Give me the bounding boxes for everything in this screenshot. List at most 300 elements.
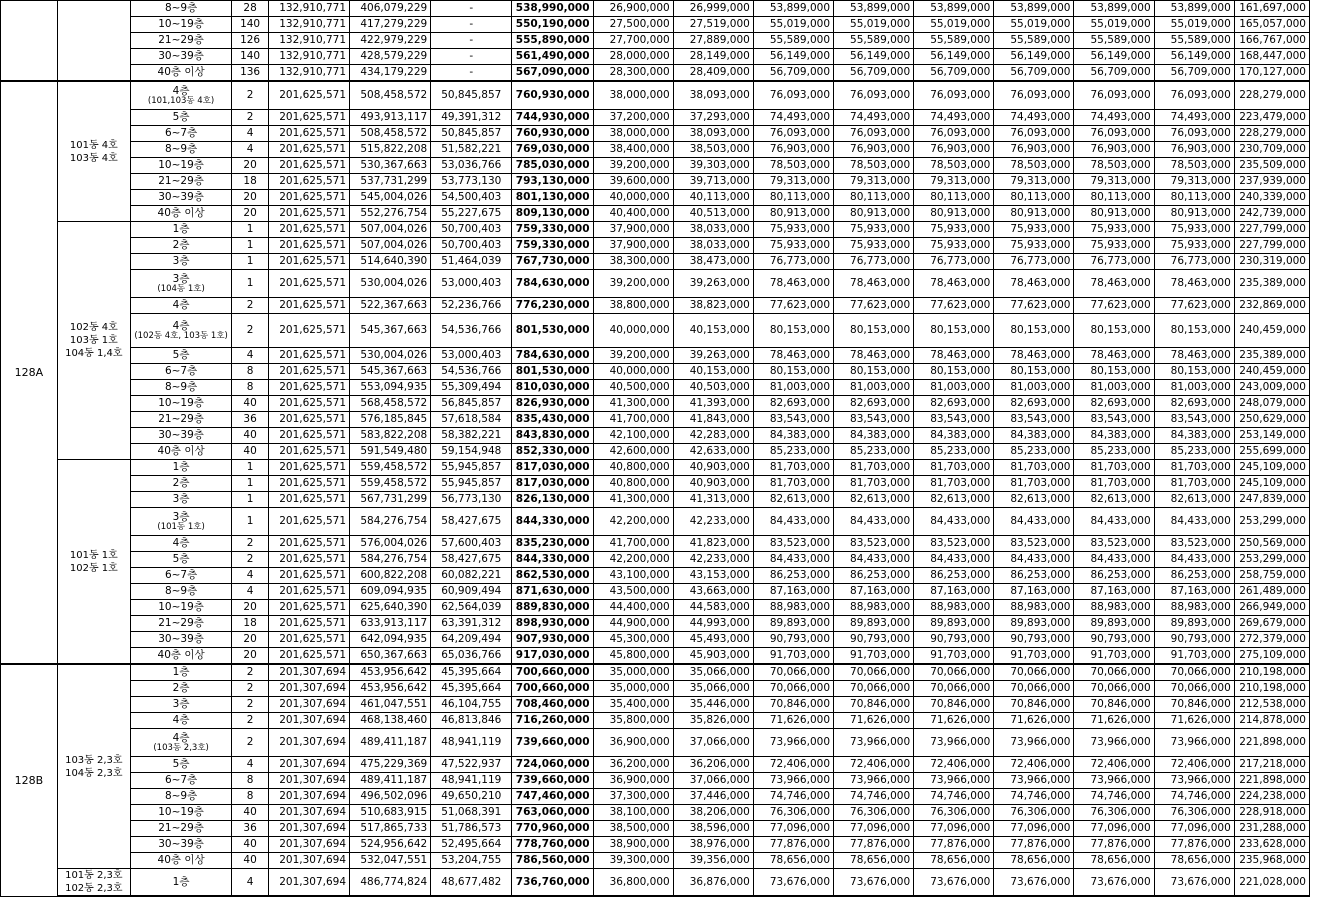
- floor-note: (103동 2,3호): [153, 743, 209, 753]
- interim-1-cell: 73,966,000: [753, 773, 833, 789]
- interim-6-cell: 56,149,000: [1154, 49, 1234, 65]
- building-price-cell: 625,640,390: [350, 600, 431, 616]
- deposit-1-cell: 36,800,000: [593, 869, 673, 897]
- balance-cell: 266,949,000: [1234, 600, 1309, 616]
- floor-cell: [130, 632, 231, 648]
- balance-cell: 223,479,000: [1234, 110, 1309, 126]
- interim-1-cell: 76,903,000: [753, 142, 833, 158]
- floor-cell: [130, 460, 231, 476]
- interim-2-cell: 84,383,000: [834, 428, 914, 444]
- floor-label: 21~29층: [158, 175, 204, 187]
- deposit-2-cell: 38,596,000: [673, 821, 753, 837]
- building-price-cell: 545,367,663: [350, 364, 431, 380]
- table-row: [1, 552, 1310, 568]
- total-price-cell: 786,560,000: [512, 853, 593, 869]
- table-row: [1, 648, 1310, 665]
- interim-3-cell: 77,876,000: [914, 837, 994, 853]
- land-price-cell: 201,307,694: [268, 789, 349, 805]
- interim-5-cell: 75,933,000: [1074, 222, 1154, 238]
- interim-3-cell: 88,983,000: [914, 600, 994, 616]
- building-price-cell: 567,731,299: [350, 492, 431, 508]
- deposit-2-cell: 40,153,000: [673, 314, 753, 348]
- deposit-1-cell: 41,300,000: [593, 396, 673, 412]
- vat-cell: 51,582,221: [431, 142, 512, 158]
- interim-5-cell: 76,903,000: [1074, 142, 1154, 158]
- interim-1-cell: 73,676,000: [753, 869, 833, 897]
- balance-cell: 228,918,000: [1234, 805, 1309, 821]
- interim-2-cell: 76,093,000: [834, 81, 914, 110]
- total-price-cell: 844,330,000: [512, 508, 593, 536]
- deposit-2-cell: 35,066,000: [673, 664, 753, 681]
- deposit-1-cell: 38,900,000: [593, 837, 673, 853]
- floor-label: 30~39층: [158, 838, 204, 850]
- building-price-cell: 552,276,754: [350, 206, 431, 222]
- building-price-cell: 406,079,229: [350, 1, 431, 17]
- units-cell: 140: [232, 49, 269, 65]
- interim-1-cell: 70,066,000: [753, 664, 833, 681]
- vat-cell: 48,941,119: [431, 773, 512, 789]
- floor-cell: [130, 412, 231, 428]
- table-row: [1, 600, 1310, 616]
- balance-cell: 247,839,000: [1234, 492, 1309, 508]
- interim-1-cell: 71,626,000: [753, 713, 833, 729]
- interim-5-cell: 82,693,000: [1074, 396, 1154, 412]
- interim-6-cell: 84,433,000: [1154, 552, 1234, 568]
- interim-6-cell: 70,066,000: [1154, 664, 1234, 681]
- dong-cell: [57, 664, 130, 869]
- interim-6-cell: 77,096,000: [1154, 821, 1234, 837]
- vat-cell: 65,036,766: [431, 648, 512, 665]
- deposit-2-cell: 41,393,000: [673, 396, 753, 412]
- interim-4-cell: 70,066,000: [994, 681, 1074, 697]
- table-row: [1, 380, 1310, 396]
- table-row: [1, 126, 1310, 142]
- total-price-cell: 784,630,000: [512, 348, 593, 364]
- deposit-2-cell: 36,876,000: [673, 869, 753, 897]
- interim-4-cell: 55,589,000: [994, 33, 1074, 49]
- interim-6-cell: 75,933,000: [1154, 238, 1234, 254]
- interim-2-cell: 76,903,000: [834, 142, 914, 158]
- balance-cell: 228,279,000: [1234, 81, 1309, 110]
- building-price-cell: 532,047,551: [350, 853, 431, 869]
- interim-3-cell: 77,623,000: [914, 298, 994, 314]
- dong-label: 104동 1,4호: [65, 348, 123, 359]
- floor-label: 6~7층: [164, 569, 198, 581]
- interim-4-cell: 70,846,000: [994, 697, 1074, 713]
- total-price-cell: 767,730,000: [512, 254, 593, 270]
- interim-3-cell: 75,933,000: [914, 238, 994, 254]
- interim-3-cell: 81,003,000: [914, 380, 994, 396]
- interim-3-cell: 80,153,000: [914, 314, 994, 348]
- interim-3-cell: 82,693,000: [914, 396, 994, 412]
- vat-cell: 50,845,857: [431, 126, 512, 142]
- interim-4-cell: 73,966,000: [994, 773, 1074, 789]
- building-price-cell: 508,458,572: [350, 81, 431, 110]
- deposit-1-cell: 39,200,000: [593, 270, 673, 298]
- interim-2-cell: 78,503,000: [834, 158, 914, 174]
- vat-cell: -: [431, 17, 512, 33]
- floor-cell: [130, 314, 231, 348]
- total-price-cell: 898,930,000: [512, 616, 593, 632]
- floor-cell: [130, 805, 231, 821]
- floor-cell: [130, 254, 231, 270]
- table-row: [1, 364, 1310, 380]
- type-label: 128A: [14, 366, 44, 379]
- floor-cell: [130, 238, 231, 254]
- interim-6-cell: 91,703,000: [1154, 648, 1234, 665]
- total-price-cell: 917,030,000: [512, 648, 593, 665]
- deposit-1-cell: 27,700,000: [593, 33, 673, 49]
- interim-3-cell: 76,773,000: [914, 254, 994, 270]
- floor-label: 3층: [172, 255, 190, 267]
- land-price-cell: 201,625,571: [268, 110, 349, 126]
- balance-cell: 240,459,000: [1234, 364, 1309, 380]
- interim-3-cell: 78,463,000: [914, 348, 994, 364]
- interim-1-cell: 83,543,000: [753, 412, 833, 428]
- deposit-1-cell: 38,300,000: [593, 254, 673, 270]
- floor-label: 21~29층: [158, 413, 204, 425]
- land-price-cell: 201,625,571: [268, 492, 349, 508]
- deposit-2-cell: 40,903,000: [673, 460, 753, 476]
- units-cell: 2: [232, 298, 269, 314]
- units-cell: 20: [232, 190, 269, 206]
- interim-2-cell: 90,793,000: [834, 632, 914, 648]
- vat-cell: 55,945,857: [431, 476, 512, 492]
- interim-5-cell: 79,313,000: [1074, 174, 1154, 190]
- total-price-cell: 550,190,000: [512, 17, 593, 33]
- interim-5-cell: 73,676,000: [1074, 869, 1154, 897]
- vat-cell: 63,391,312: [431, 616, 512, 632]
- interim-4-cell: 76,773,000: [994, 254, 1074, 270]
- land-price-cell: 201,625,571: [268, 616, 349, 632]
- units-cell: 4: [232, 568, 269, 584]
- interim-3-cell: 70,066,000: [914, 681, 994, 697]
- interim-3-cell: 84,383,000: [914, 428, 994, 444]
- interim-6-cell: 80,153,000: [1154, 314, 1234, 348]
- vat-cell: 47,522,937: [431, 757, 512, 773]
- floor-cell: [130, 681, 231, 697]
- deposit-1-cell: 37,200,000: [593, 110, 673, 126]
- balance-cell: 228,279,000: [1234, 126, 1309, 142]
- interim-2-cell: 88,983,000: [834, 600, 914, 616]
- balance-cell: 168,447,000: [1234, 49, 1309, 65]
- building-price-cell: 559,458,572: [350, 460, 431, 476]
- interim-3-cell: 73,676,000: [914, 869, 994, 897]
- vat-cell: 49,650,210: [431, 789, 512, 805]
- interim-6-cell: 73,676,000: [1154, 869, 1234, 897]
- balance-cell: 237,939,000: [1234, 174, 1309, 190]
- building-price-cell: 537,731,299: [350, 174, 431, 190]
- deposit-1-cell: 40,000,000: [593, 190, 673, 206]
- table-row: [1, 158, 1310, 174]
- floor-cell: [130, 584, 231, 600]
- floor-cell: [130, 380, 231, 396]
- interim-2-cell: 78,463,000: [834, 270, 914, 298]
- land-price-cell: 201,625,571: [268, 298, 349, 314]
- interim-4-cell: 78,463,000: [994, 348, 1074, 364]
- interim-4-cell: 82,613,000: [994, 492, 1074, 508]
- interim-3-cell: 76,093,000: [914, 81, 994, 110]
- interim-5-cell: 56,149,000: [1074, 49, 1154, 65]
- floor-cell: [130, 697, 231, 713]
- floor-cell: [130, 270, 231, 298]
- deposit-2-cell: 45,493,000: [673, 632, 753, 648]
- total-price-cell: 555,890,000: [512, 33, 593, 49]
- deposit-2-cell: 45,903,000: [673, 648, 753, 665]
- units-cell: 20: [232, 632, 269, 648]
- interim-6-cell: 70,066,000: [1154, 681, 1234, 697]
- total-price-cell: 785,030,000: [512, 158, 593, 174]
- interim-4-cell: 80,913,000: [994, 206, 1074, 222]
- interim-6-cell: 76,093,000: [1154, 81, 1234, 110]
- units-cell: 40: [232, 396, 269, 412]
- interim-2-cell: 70,846,000: [834, 697, 914, 713]
- units-cell: 4: [232, 757, 269, 773]
- units-cell: 4: [232, 869, 269, 897]
- vat-cell: 53,000,403: [431, 270, 512, 298]
- interim-2-cell: 80,153,000: [834, 314, 914, 348]
- balance-cell: 235,968,000: [1234, 853, 1309, 869]
- interim-5-cell: 80,153,000: [1074, 364, 1154, 380]
- floor-label: 2층: [172, 682, 190, 694]
- land-price-cell: 201,625,571: [268, 364, 349, 380]
- land-price-cell: 201,307,694: [268, 773, 349, 789]
- interim-1-cell: 75,933,000: [753, 222, 833, 238]
- table-row: [1, 616, 1310, 632]
- vat-cell: 62,564,039: [431, 600, 512, 616]
- floor-cell: [130, 729, 231, 757]
- land-price-cell: 132,910,771: [268, 33, 349, 49]
- vat-cell: 55,945,857: [431, 460, 512, 476]
- interim-1-cell: 77,623,000: [753, 298, 833, 314]
- table-row: [1, 757, 1310, 773]
- floor-label: 30~39층: [158, 429, 204, 441]
- total-price-cell: 769,030,000: [512, 142, 593, 158]
- vat-cell: 54,500,403: [431, 190, 512, 206]
- vat-cell: -: [431, 49, 512, 65]
- interim-1-cell: 55,019,000: [753, 17, 833, 33]
- total-price-cell: 826,130,000: [512, 492, 593, 508]
- interim-4-cell: 78,656,000: [994, 853, 1074, 869]
- total-price-cell: 776,230,000: [512, 298, 593, 314]
- deposit-2-cell: 38,976,000: [673, 837, 753, 853]
- floor-cell: [130, 648, 231, 665]
- balance-cell: 269,679,000: [1234, 616, 1309, 632]
- floor-cell: [130, 206, 231, 222]
- dong-label: 101동 4호: [69, 139, 118, 151]
- type-cell: [1, 1, 58, 82]
- vat-cell: 50,700,403: [431, 238, 512, 254]
- deposit-1-cell: 38,100,000: [593, 805, 673, 821]
- table-row: [1, 222, 1310, 238]
- vat-cell: 56,773,130: [431, 492, 512, 508]
- interim-4-cell: 72,406,000: [994, 757, 1074, 773]
- vat-cell: 51,068,391: [431, 805, 512, 821]
- interim-1-cell: 80,153,000: [753, 364, 833, 380]
- interim-4-cell: 76,903,000: [994, 142, 1074, 158]
- table-row: [1, 428, 1310, 444]
- interim-4-cell: 80,153,000: [994, 314, 1074, 348]
- interim-5-cell: 81,003,000: [1074, 380, 1154, 396]
- units-cell: 126: [232, 33, 269, 49]
- interim-3-cell: 90,793,000: [914, 632, 994, 648]
- dong-label: 102동 2,3호: [65, 883, 123, 894]
- building-price-cell: 417,279,229: [350, 17, 431, 33]
- building-price-cell: 576,004,026: [350, 536, 431, 552]
- deposit-1-cell: 28,300,000: [593, 65, 673, 82]
- building-price-cell: 468,138,460: [350, 713, 431, 729]
- interim-4-cell: 86,253,000: [994, 568, 1074, 584]
- floor-cell: [130, 536, 231, 552]
- building-price-cell: 530,367,663: [350, 158, 431, 174]
- deposit-2-cell: 40,513,000: [673, 206, 753, 222]
- deposit-2-cell: 40,503,000: [673, 380, 753, 396]
- building-price-cell: 568,458,572: [350, 396, 431, 412]
- interim-2-cell: 83,523,000: [834, 536, 914, 552]
- deposit-1-cell: 44,900,000: [593, 616, 673, 632]
- floor-label: 4층: [172, 714, 190, 726]
- units-cell: 18: [232, 174, 269, 190]
- interim-1-cell: 78,656,000: [753, 853, 833, 869]
- floor-label: 3층: [172, 493, 190, 505]
- interim-2-cell: 76,306,000: [834, 805, 914, 821]
- deposit-2-cell: 37,066,000: [673, 729, 753, 757]
- units-cell: 1: [232, 460, 269, 476]
- building-price-cell: 545,367,663: [350, 314, 431, 348]
- balance-cell: 250,569,000: [1234, 536, 1309, 552]
- land-price-cell: 201,625,571: [268, 238, 349, 254]
- deposit-1-cell: 40,400,000: [593, 206, 673, 222]
- interim-1-cell: 86,253,000: [753, 568, 833, 584]
- interim-3-cell: 76,903,000: [914, 142, 994, 158]
- total-price-cell: 784,630,000: [512, 270, 593, 298]
- deposit-2-cell: 44,583,000: [673, 600, 753, 616]
- total-price-cell: 744,930,000: [512, 110, 593, 126]
- balance-cell: 240,339,000: [1234, 190, 1309, 206]
- interim-2-cell: 71,626,000: [834, 713, 914, 729]
- vat-cell: 55,227,675: [431, 206, 512, 222]
- floor-cell: [130, 396, 231, 412]
- total-price-cell: 760,930,000: [512, 81, 593, 110]
- interim-1-cell: 76,773,000: [753, 254, 833, 270]
- deposit-2-cell: 27,519,000: [673, 17, 753, 33]
- floor-label: 40층 이상: [157, 207, 205, 219]
- interim-4-cell: 91,703,000: [994, 648, 1074, 665]
- total-price-cell: 810,030,000: [512, 380, 593, 396]
- type-cell: [1, 81, 58, 664]
- building-price-cell: 584,276,754: [350, 508, 431, 536]
- total-price-cell: 724,060,000: [512, 757, 593, 773]
- total-price-cell: 700,660,000: [512, 664, 593, 681]
- interim-1-cell: 76,093,000: [753, 126, 833, 142]
- deposit-2-cell: 41,843,000: [673, 412, 753, 428]
- units-cell: 8: [232, 380, 269, 396]
- interim-4-cell: 81,703,000: [994, 476, 1074, 492]
- building-price-cell: 489,411,187: [350, 729, 431, 757]
- building-price-cell: 517,865,733: [350, 821, 431, 837]
- interim-4-cell: 83,543,000: [994, 412, 1074, 428]
- land-price-cell: 201,625,571: [268, 428, 349, 444]
- units-cell: 1: [232, 508, 269, 536]
- dong-label: 101동 2,3호: [65, 870, 123, 881]
- deposit-2-cell: 40,113,000: [673, 190, 753, 206]
- interim-5-cell: 77,623,000: [1074, 298, 1154, 314]
- floor-note: (101동 1호): [157, 522, 205, 532]
- interim-2-cell: 56,709,000: [834, 65, 914, 82]
- land-price-cell: 201,625,571: [268, 380, 349, 396]
- building-price-cell: 510,683,915: [350, 805, 431, 821]
- vat-cell: 58,427,675: [431, 552, 512, 568]
- balance-cell: 248,079,000: [1234, 396, 1309, 412]
- units-cell: 2: [232, 713, 269, 729]
- interim-2-cell: 77,876,000: [834, 837, 914, 853]
- floor-label: 40층 이상: [157, 649, 205, 661]
- balance-cell: 250,629,000: [1234, 412, 1309, 428]
- land-price-cell: 201,625,571: [268, 142, 349, 158]
- interim-6-cell: 80,913,000: [1154, 206, 1234, 222]
- interim-5-cell: 86,253,000: [1074, 568, 1154, 584]
- balance-cell: 243,009,000: [1234, 380, 1309, 396]
- vat-cell: 53,036,766: [431, 158, 512, 174]
- deposit-2-cell: 36,206,000: [673, 757, 753, 773]
- vat-cell: 52,495,664: [431, 837, 512, 853]
- table-row: [1, 190, 1310, 206]
- total-price-cell: 716,260,000: [512, 713, 593, 729]
- deposit-2-cell: 28,409,000: [673, 65, 753, 82]
- units-cell: 40: [232, 428, 269, 444]
- deposit-2-cell: 39,713,000: [673, 174, 753, 190]
- interim-5-cell: 83,523,000: [1074, 536, 1154, 552]
- table-row: [1, 664, 1310, 681]
- interim-2-cell: 81,703,000: [834, 460, 914, 476]
- deposit-2-cell: 39,303,000: [673, 158, 753, 174]
- balance-cell: 214,878,000: [1234, 713, 1309, 729]
- deposit-1-cell: 39,300,000: [593, 853, 673, 869]
- interim-1-cell: 73,966,000: [753, 729, 833, 757]
- interim-1-cell: 81,703,000: [753, 476, 833, 492]
- interim-5-cell: 56,709,000: [1074, 65, 1154, 82]
- total-price-cell: 817,030,000: [512, 460, 593, 476]
- deposit-1-cell: 28,000,000: [593, 49, 673, 65]
- interim-1-cell: 85,233,000: [753, 444, 833, 460]
- floor-cell: [130, 552, 231, 568]
- interim-5-cell: 53,899,000: [1074, 1, 1154, 17]
- interim-6-cell: 81,703,000: [1154, 460, 1234, 476]
- interim-6-cell: 72,406,000: [1154, 757, 1234, 773]
- balance-cell: 210,198,000: [1234, 664, 1309, 681]
- floor-cell: [130, 444, 231, 460]
- floor-label: 8~9층: [164, 143, 198, 155]
- deposit-2-cell: 42,633,000: [673, 444, 753, 460]
- deposit-1-cell: 37,900,000: [593, 222, 673, 238]
- land-price-cell: 201,307,694: [268, 681, 349, 697]
- interim-1-cell: 81,703,000: [753, 460, 833, 476]
- units-cell: 4: [232, 348, 269, 364]
- balance-cell: 232,869,000: [1234, 298, 1309, 314]
- dong-label: 103동 2,3호: [65, 754, 123, 766]
- table-row: [1, 476, 1310, 492]
- units-cell: 140: [232, 17, 269, 33]
- interim-5-cell: 73,966,000: [1074, 729, 1154, 757]
- table-row: [1, 697, 1310, 713]
- interim-2-cell: 73,966,000: [834, 729, 914, 757]
- floor-cell: [130, 110, 231, 126]
- interim-1-cell: 84,383,000: [753, 428, 833, 444]
- interim-6-cell: 53,899,000: [1154, 1, 1234, 17]
- units-cell: 2: [232, 110, 269, 126]
- interim-5-cell: 73,966,000: [1074, 773, 1154, 789]
- floor-cell: [130, 508, 231, 536]
